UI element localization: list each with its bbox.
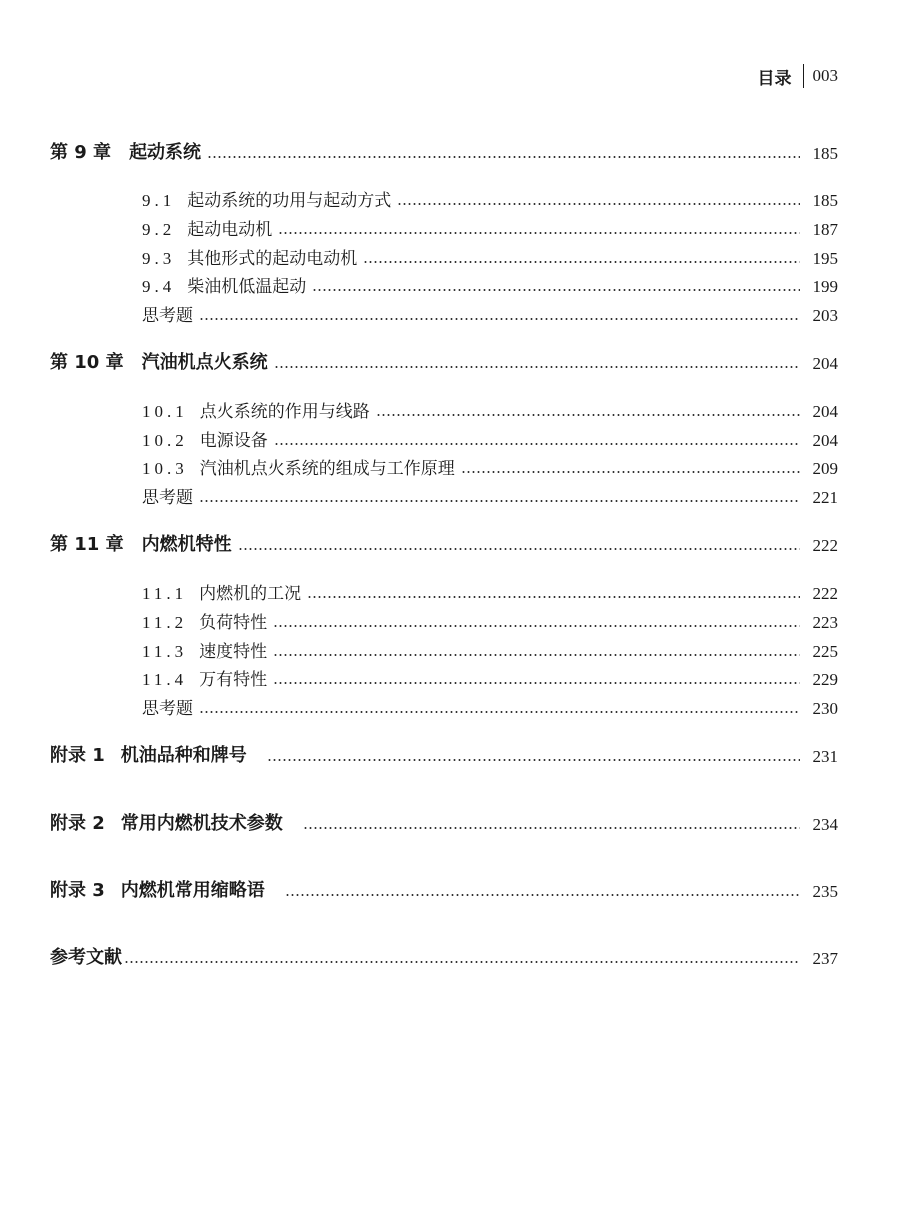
section-number: 11.2 [142, 613, 188, 632]
dot-leader [278, 232, 800, 234]
dot-leader [461, 471, 800, 473]
section-page: 223 [812, 613, 838, 632]
chapter-title: 汽油机点火系统 [141, 352, 268, 373]
references-title: 参考文献 [50, 947, 122, 968]
toc-section-11-3[interactable] [50, 636, 838, 662]
section-title: 内燃机的工况 [199, 584, 302, 604]
toc-exercise-ch11[interactable] [50, 693, 838, 719]
appendix-page: 234 [812, 815, 838, 834]
exercise-title: 思考题 [142, 488, 193, 508]
running-head [758, 64, 839, 88]
dot-leader [274, 443, 800, 445]
section-number: 10.2 [142, 431, 188, 450]
toc-appendix-3[interactable] [50, 876, 838, 902]
dot-leader [312, 289, 800, 291]
chapter-number: 第 11 章 [50, 534, 124, 555]
exercise-page: 230 [812, 699, 838, 718]
dot-leader [397, 203, 800, 205]
appendix-page: 231 [812, 747, 838, 766]
toc-section-11-2[interactable] [50, 607, 838, 633]
section-page: 209 [812, 459, 838, 478]
toc-section-11-4[interactable] [50, 664, 838, 690]
references-page: 237 [812, 949, 838, 968]
exercise-page: 203 [812, 306, 838, 325]
chapter-number: 第 9 章 [50, 142, 112, 163]
dot-leader [273, 654, 800, 656]
chapter-page: 204 [812, 354, 838, 373]
exercise-title: 思考题 [142, 699, 193, 719]
chapter-title: 起动系统 [129, 142, 202, 163]
section-page: 199 [812, 277, 838, 296]
toc-section-9-3[interactable] [50, 243, 838, 269]
dot-leader [285, 894, 800, 896]
toc-section-9-1[interactable] [50, 185, 838, 211]
appendix-number: 附录 2 [50, 813, 105, 834]
dot-leader [363, 261, 800, 263]
toc-references[interactable] [50, 943, 838, 969]
section-title: 负荷特性 [199, 613, 268, 633]
dot-leader [273, 682, 800, 684]
appendix-title: 机油品种和牌号 [120, 745, 247, 766]
exercise-page: 221 [812, 488, 838, 507]
dot-leader [267, 759, 800, 761]
toc-chapter-9[interactable] [50, 138, 838, 164]
dot-leader [303, 827, 800, 829]
section-number: 11.1 [142, 584, 188, 603]
section-page: 195 [812, 249, 838, 268]
toc-section-10-3[interactable] [50, 453, 838, 479]
section-number: 10.3 [142, 459, 188, 478]
section-title: 汽油机点火系统的组成与工作原理 [199, 459, 455, 479]
dot-leader [124, 961, 800, 963]
section-page: 204 [812, 431, 838, 450]
section-number: 9.2 [142, 220, 176, 239]
section-title: 起动电动机 [187, 220, 273, 240]
toc-exercise-ch10[interactable] [50, 482, 838, 508]
dot-leader [199, 500, 800, 502]
running-head-title: 目录 [757, 68, 792, 89]
dot-leader [273, 625, 800, 627]
dot-leader [376, 414, 800, 416]
exercise-title: 思考题 [142, 306, 193, 326]
running-head-divider [803, 64, 804, 88]
toc-appendix-1[interactable] [50, 741, 838, 767]
dot-leader [199, 318, 800, 320]
dot-leader [238, 548, 800, 550]
section-page: 225 [812, 642, 838, 661]
toc-section-10-1[interactable] [50, 396, 838, 422]
appendix-title: 常用内燃机技术参数 [120, 813, 283, 834]
appendix-number: 附录 1 [50, 745, 105, 766]
section-page: 204 [812, 402, 838, 421]
toc-exercise-ch9[interactable] [50, 300, 838, 326]
section-page: 229 [812, 670, 838, 689]
section-title: 电源设备 [199, 431, 268, 451]
running-head-page-number: 003 [812, 66, 838, 85]
appendix-title: 内燃机常用缩略语 [120, 880, 265, 901]
section-number: 11.3 [142, 642, 188, 661]
section-page: 222 [812, 584, 838, 603]
section-number: 10.1 [142, 402, 188, 421]
section-number: 11.4 [142, 670, 188, 689]
toc-chapter-10[interactable] [50, 348, 838, 374]
chapter-page: 222 [812, 536, 838, 555]
toc-section-11-1[interactable] [50, 578, 838, 604]
section-number: 9.4 [142, 277, 176, 296]
chapter-number: 第 10 章 [50, 352, 124, 373]
section-title: 万有特性 [199, 670, 268, 690]
dot-leader [274, 366, 800, 368]
section-title: 起动系统的功用与起动方式 [187, 191, 392, 211]
appendix-number: 附录 3 [50, 880, 105, 901]
toc-chapter-11[interactable] [50, 530, 838, 556]
toc-appendix-2[interactable] [50, 809, 838, 835]
appendix-page: 235 [812, 882, 838, 901]
dot-leader [207, 156, 800, 158]
dot-leader [199, 711, 800, 713]
chapter-title: 内燃机特性 [141, 534, 232, 555]
section-title: 其他形式的起动电动机 [187, 249, 358, 269]
toc-section-10-2[interactable] [50, 425, 838, 451]
section-page: 187 [812, 220, 838, 239]
section-title: 柴油机低温起动 [187, 277, 307, 297]
section-title: 点火系统的作用与线路 [199, 402, 370, 422]
toc-section-9-4[interactable] [50, 271, 838, 297]
chapter-page: 185 [812, 144, 838, 163]
toc-section-9-2[interactable] [50, 214, 838, 240]
section-page: 185 [812, 191, 838, 210]
section-title: 速度特性 [199, 642, 268, 662]
section-number: 9.1 [142, 191, 176, 210]
dot-leader [307, 596, 800, 598]
section-number: 9.3 [142, 249, 176, 268]
